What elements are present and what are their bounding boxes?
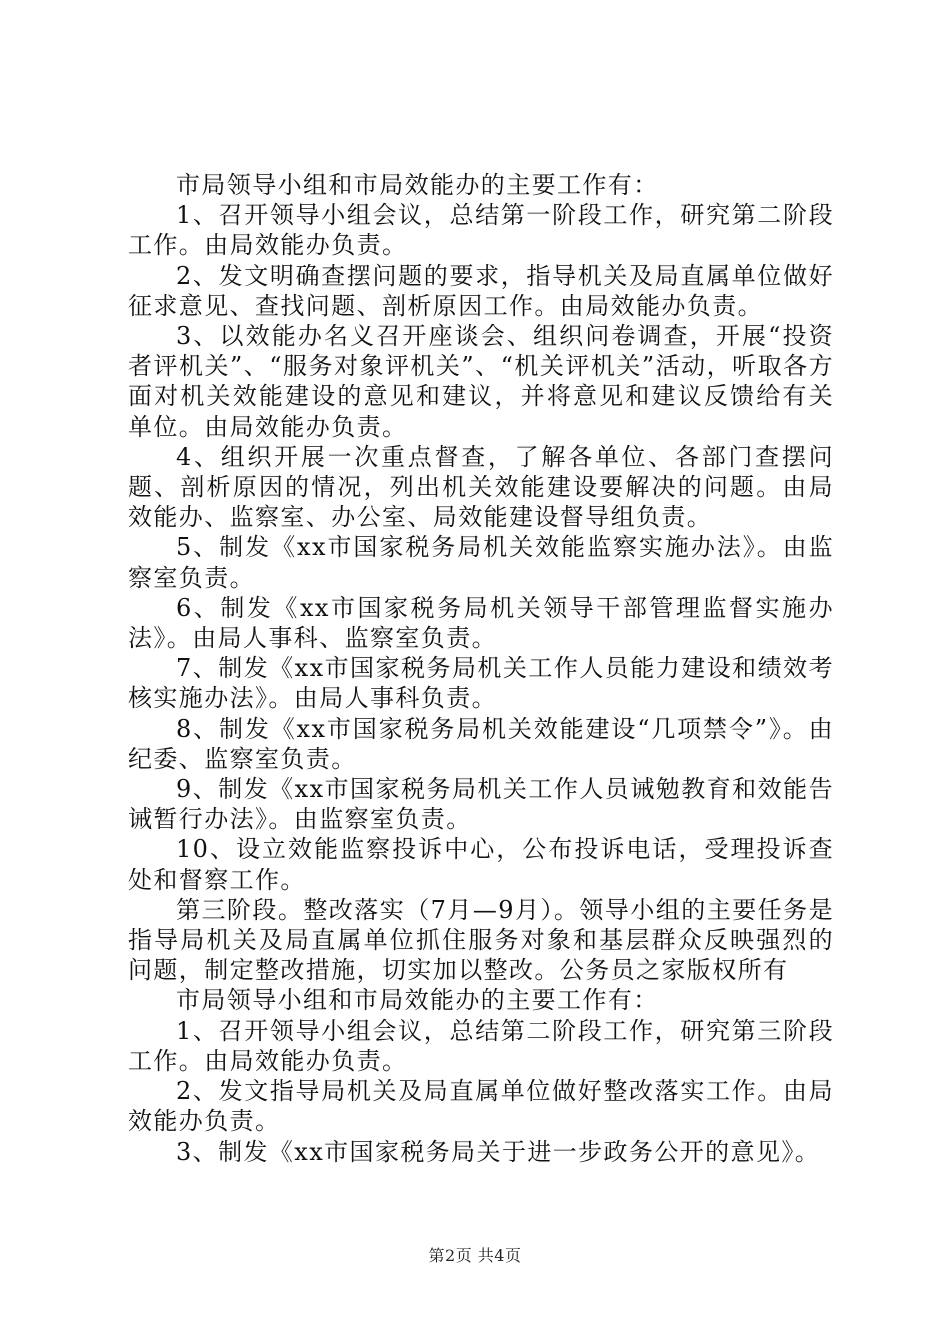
- paragraph: 9、制发《xx市国家税务局机关工作人员诫勉教育和效能告诫暂行办法》。由监察室负责。: [128, 775, 834, 834]
- paragraph: 7、制发《xx市国家税务局机关工作人员能力建设和绩效考核实施办法》。由局人事科负责。: [128, 654, 834, 713]
- paragraph: 第三阶段。整改落实（7月—9月）。领导小组的主要任务是指导局机关及局直属单位抓住服务对象和基层群众反映强烈的问题，制定整改措施，切实加以整改。公务员之家版权所有: [128, 895, 834, 985]
- paragraph: 5、制发《xx市国家税务局机关效能监察实施办法》。由监察室负责。: [128, 533, 834, 592]
- paragraph: 市局领导小组和市局效能办的主要工作有：: [176, 986, 659, 1015]
- paragraph: 2、发文明确查摆问题的要求，指导机关及局直属单位做好征求意见、查找问题、剖析原因工作。由局效能办负责。: [128, 261, 834, 320]
- paragraph: 4、组织开展一次重点督查，了解各单位、各部门查摆问题、剖析原因的情况，列出机关效能建设要解决的问题。由局效能办、监察室、办公室、局效能建设督导组负责。: [128, 442, 834, 532]
- paragraph: 2、发文指导局机关及局直属单位做好整改落实工作。由局效能办负责。: [128, 1077, 834, 1136]
- paragraph: 6、制发《xx市国家税务局机关领导干部管理监督实施办法》。由局人事科、监察室负责。: [128, 593, 834, 653]
- paragraph: 8、制发《xx市国家税务局机关效能建设“几项禁令”》。由纪委、监察室负责。: [128, 714, 834, 773]
- paragraph: 市局领导小组和市局效能办的主要工作有：: [176, 171, 659, 199]
- paragraph: 10、设立效能监察投诉中心，公布投诉电话，受理投诉查处和督察工作。: [128, 835, 834, 894]
- paragraph: 1、召开领导小组会议，总结第一阶段工作，研究第二阶段工作。由局效能办负责。: [128, 201, 834, 260]
- document-body: [128, 170, 834, 1167]
- paragraph: 3、以效能办名义召开座谈会、组织问卷调查，开展“投资者评机关”、“服务对象评机关”、“机关评机关”活动，听取各方面对机关效能建设的意见和建议，并将意见和建议反馈给有关单位。由局效能办负责。: [128, 322, 834, 441]
- page-footer: 第2页 共4页: [428, 1246, 522, 1265]
- paragraph: 3、制发《xx市国家税务局关于进一步政务公开的意见》。: [176, 1137, 821, 1166]
- paragraph: 1、召开领导小组会议，总结第二阶段工作，研究第三阶段工作。由局效能办负责。: [128, 1016, 834, 1075]
